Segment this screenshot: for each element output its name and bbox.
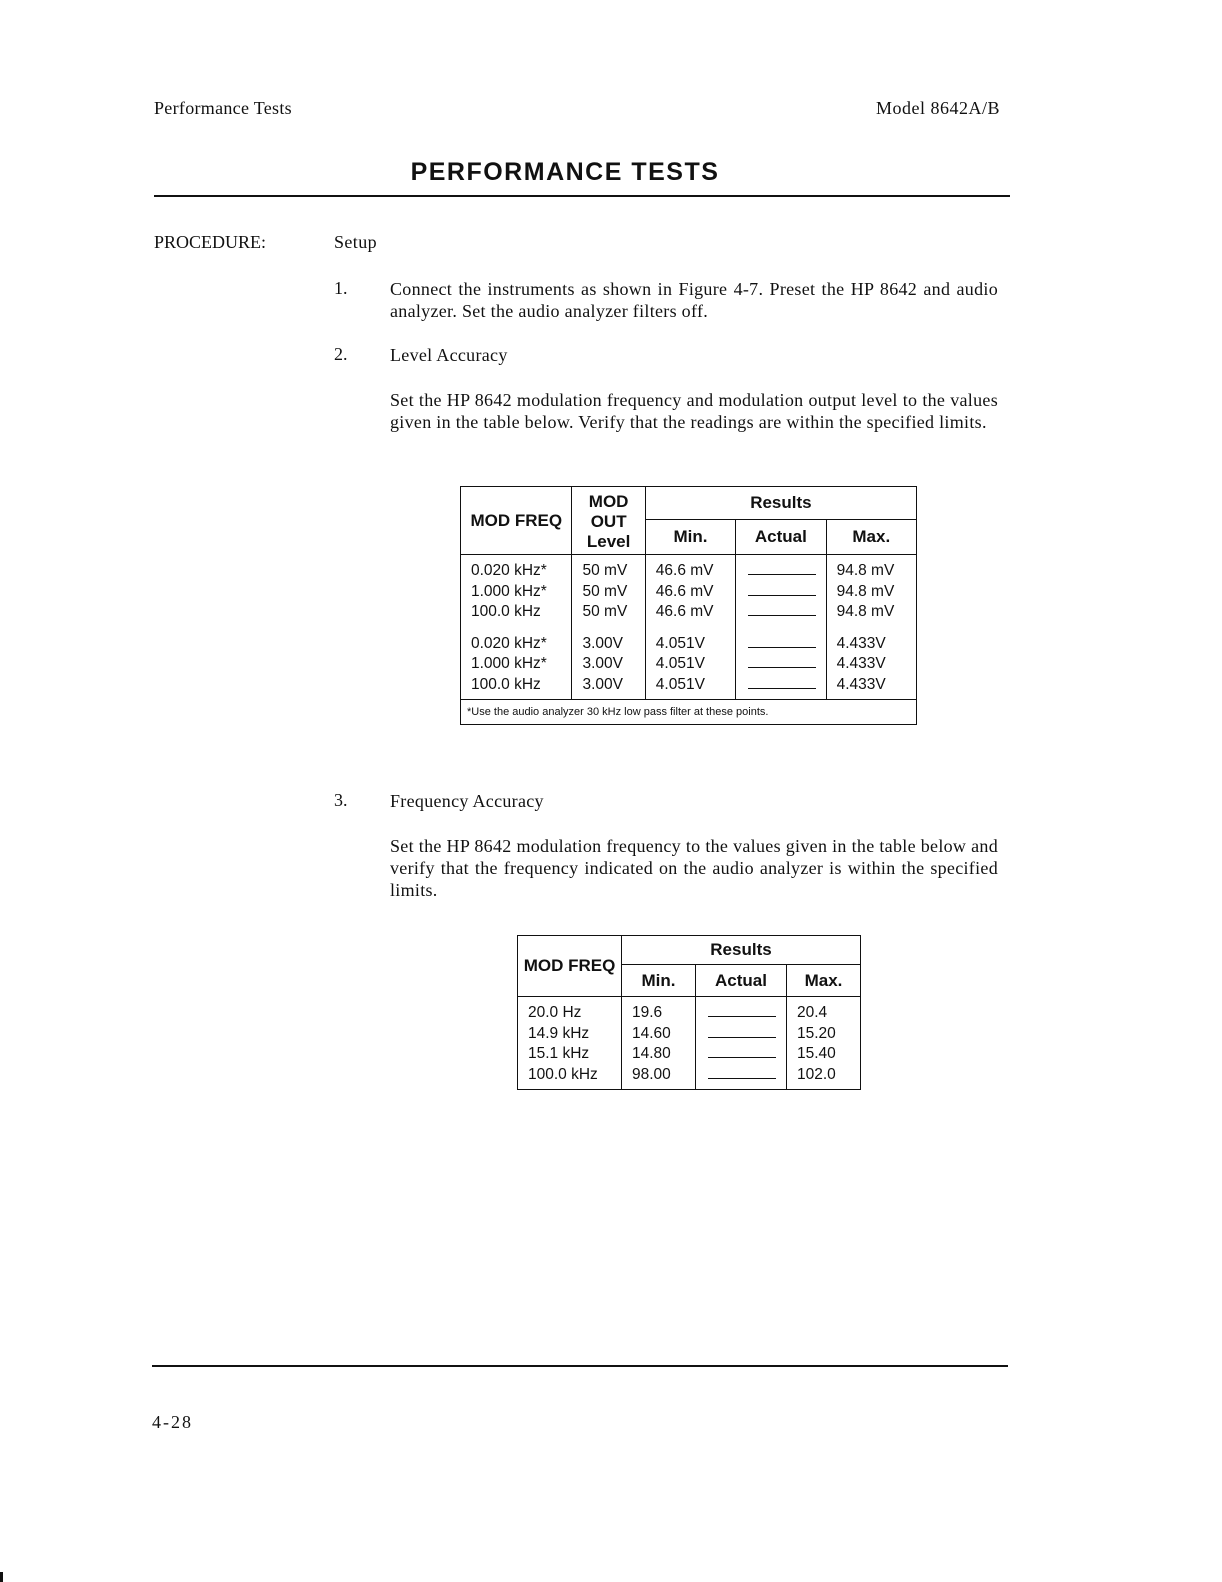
header-results: Results (645, 487, 916, 520)
table-footnote: *Use the audio analyzer 30 kHz low pass filter at these points. (461, 700, 917, 725)
min-value: 4.051V (655, 675, 705, 693)
running-header-section: Performance Tests (154, 98, 292, 118)
freq-value: 20.0 Hz (528, 1004, 582, 1021)
header-max: Max. (826, 520, 916, 555)
actual-blank[interactable] (748, 561, 816, 575)
step-1-number: 1. (334, 278, 348, 298)
scan-edge-mark (0, 1572, 3, 1582)
actual-blank[interactable] (708, 1003, 776, 1017)
procedure-label: PROCEDURE: (154, 232, 267, 252)
level-value: 3.00V (582, 675, 623, 693)
min-value: 19.6 (632, 1004, 663, 1021)
max-value: 94.8 mV (836, 562, 895, 579)
header-mod-freq: MOD FREQ (461, 487, 572, 555)
page-title: PERFORMANCE TESTS (410, 158, 720, 186)
frequency-accuracy-table (517, 935, 861, 1090)
min-value: 14.80 (632, 1045, 671, 1062)
header-actual: Actual (696, 965, 787, 997)
header-results: Results (622, 936, 861, 965)
actual-blank[interactable] (748, 582, 816, 596)
max-value: 102.0 (797, 1065, 836, 1083)
level-value: 3.00V (582, 655, 623, 672)
title-rule (154, 195, 1010, 197)
step-3-number: 3. (334, 790, 348, 810)
min-column (645, 555, 735, 700)
actual-column (736, 555, 826, 700)
max-value: 20.4 (797, 1004, 828, 1021)
header-mod-out-level: MOD OUT Level (572, 487, 645, 555)
level-value: 50 mV (582, 603, 628, 620)
min-value: 4.051V (655, 634, 705, 652)
min-value: 4.051V (655, 655, 705, 672)
max-value: 94.8 mV (836, 603, 895, 620)
min-value: 46.6 mV (655, 582, 714, 600)
freq-value: 15.1 kHz (528, 1045, 590, 1062)
level-value: 50 mV (582, 562, 628, 579)
max-value: 94.8 mV (836, 582, 895, 600)
min-value: 46.6 mV (655, 603, 714, 620)
step-2-text: Set the HP 8642 modulation frequency and modulation output level to the values given in the table below. Verify that the readings are within the specified limits. (390, 390, 998, 432)
step-2-number: 2. (334, 344, 348, 364)
max-column (826, 555, 916, 700)
max-value: 15.20 (797, 1024, 836, 1042)
max-value: 4.433V (836, 675, 886, 693)
actual-blank[interactable] (708, 1044, 776, 1058)
actual-blank[interactable] (708, 1024, 776, 1038)
step-3-heading: Frequency Accuracy (390, 791, 544, 811)
max-column (787, 997, 861, 1090)
freq-value: 0.020 kHz* (471, 634, 547, 652)
max-value: 4.433V (836, 634, 886, 652)
level-column (572, 555, 645, 700)
setup-label: Setup (334, 232, 378, 252)
min-value: 14.60 (632, 1024, 671, 1042)
freq-value: 14.9 kHz (528, 1024, 590, 1042)
header-actual: Actual (736, 520, 826, 555)
actual-blank[interactable] (748, 654, 816, 668)
freq-value: 100.0 kHz (471, 603, 541, 620)
footer-rule (152, 1365, 1008, 1367)
freq-column (461, 555, 572, 700)
level-accuracy-table (460, 486, 917, 725)
actual-blank[interactable] (708, 1065, 776, 1079)
freq-value: 100.0 kHz (471, 675, 541, 693)
actual-blank[interactable] (748, 634, 816, 648)
freq-value: 1.000 kHz* (471, 655, 547, 672)
step-2-heading: Level Accuracy (390, 345, 508, 365)
step-3-text: Set the HP 8642 modulation frequency to the values given in the table below and verify that the frequency indicated on the audio analyzer is within the specified limits. (390, 836, 998, 900)
header-max: Max. (787, 965, 861, 997)
max-value: 15.40 (797, 1045, 836, 1062)
min-value: 46.6 mV (655, 562, 714, 579)
freq-column (518, 997, 622, 1090)
header-min: Min. (645, 520, 735, 555)
actual-column (696, 997, 787, 1090)
actual-blank[interactable] (748, 675, 816, 689)
min-column (622, 997, 696, 1090)
running-header-model: Model 8642A/B (875, 98, 1000, 118)
max-value: 4.433V (836, 655, 886, 672)
min-value: 98.00 (632, 1065, 671, 1083)
freq-value: 0.020 kHz* (471, 562, 547, 579)
level-value: 50 mV (582, 582, 628, 600)
level-value: 3.00V (582, 634, 623, 652)
freq-value: 100.0 kHz (528, 1065, 598, 1083)
header-min: Min. (622, 965, 696, 997)
header-mod-freq: MOD FREQ (518, 936, 622, 997)
freq-value: 1.000 kHz* (471, 582, 547, 600)
actual-blank[interactable] (748, 602, 816, 616)
page-number: 4-28 (152, 1412, 193, 1432)
step-1-text: Connect the instruments as shown in Figure 4-7. Preset the HP 8642 and audio analyzer. Set the audio analyzer filters off. (390, 279, 998, 321)
